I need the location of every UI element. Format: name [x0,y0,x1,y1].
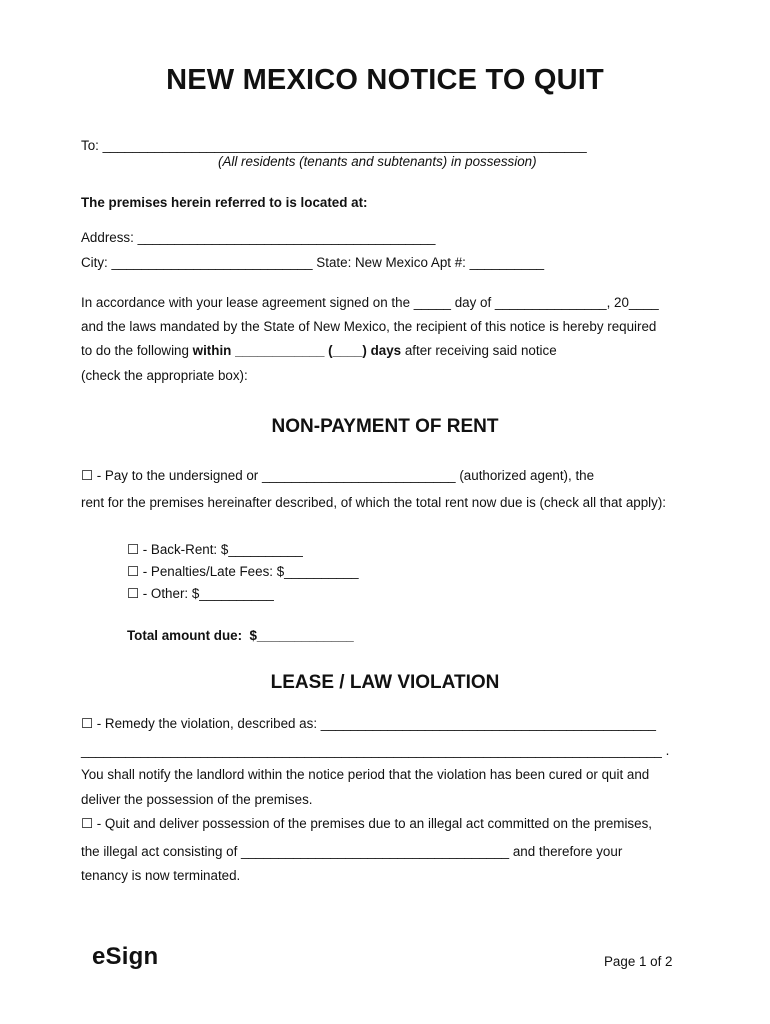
pay-checkbox[interactable]: ☐ [81,468,94,483]
penalties-checkbox[interactable]: ☐ [127,564,140,579]
esign-logo: eSign [92,943,159,970]
accordance-line-3-start: to do the following [81,343,193,358]
illegal-act-line: the illegal act consisting of ____________________________________ and therefore your [81,844,623,859]
remedy-line: - Remedy the violation, described as: _____________________________________________ [93,716,656,731]
remedy-checkbox[interactable]: ☐ [81,716,94,731]
violation-heading: LEASE / LAW VIOLATION [270,672,500,693]
rent-line: rent for the premises hereinafter described, of which the total rent now due is (check all that apply): [81,495,667,510]
remedy-option [81,716,656,732]
back-rent-option [127,542,303,558]
pay-option [81,468,594,484]
total-amount-due: Total amount due: $_____________ [127,628,354,643]
other-option [127,586,274,602]
document-title: NEW MEXICO NOTICE TO QUIT [166,64,604,96]
accordance-line-2: and the laws mandated by the State of New Mexico, the recipient of this notice is hereby required [81,319,657,334]
to-note: (All residents (tenants and subtenants) in possession) [218,154,537,169]
within-days-field: within ____________ (____) days [192,343,402,358]
city-line: City: ___________________________ State: New Mexico Apt #: __________ [81,255,545,270]
notify-line-2: deliver the possession of the premises. [81,792,313,807]
notify-line-1: You shall notify the landlord within the notice period that the violation has been cured or quit and [81,767,650,782]
address-line: Address: ________________________________________ [81,230,436,245]
accordance-line-4: (check the appropriate box): [81,368,248,383]
quit-option [81,816,652,832]
to-line: To: _________________________________________________________________ [81,138,587,153]
nonpayment-heading: NON-PAYMENT OF RENT [271,416,499,437]
penalties-label: - Penalties/Late Fees: $__________ [139,564,359,579]
quit-line: - Quit and deliver possession of the premises due to an illegal act committed on the premises, [93,816,652,831]
accordance-line-3-end: after receiving said notice [401,343,557,358]
quit-checkbox[interactable]: ☐ [81,816,94,831]
accordance-line-1: In accordance with your lease agreement signed on the _____ day of _______________, 20____ [81,295,659,310]
terminated-line: tenancy is now terminated. [81,868,241,883]
premises-heading: The premises herein referred to is located at: [81,195,368,210]
pay-line: - Pay to the undersigned or __________________________ (authorized agent), the [93,468,595,483]
other-checkbox[interactable]: ☐ [127,586,140,601]
penalties-option [127,564,359,580]
page-number: Page 1 of 2 [604,954,673,969]
other-label: - Other: $__________ [139,586,274,601]
remedy-continuation: ______________________________________________________________________________ . [81,743,670,758]
back-rent-label: - Back-Rent: $__________ [139,542,303,557]
back-rent-checkbox[interactable]: ☐ [127,542,140,557]
accordance-line-3 [81,343,557,359]
